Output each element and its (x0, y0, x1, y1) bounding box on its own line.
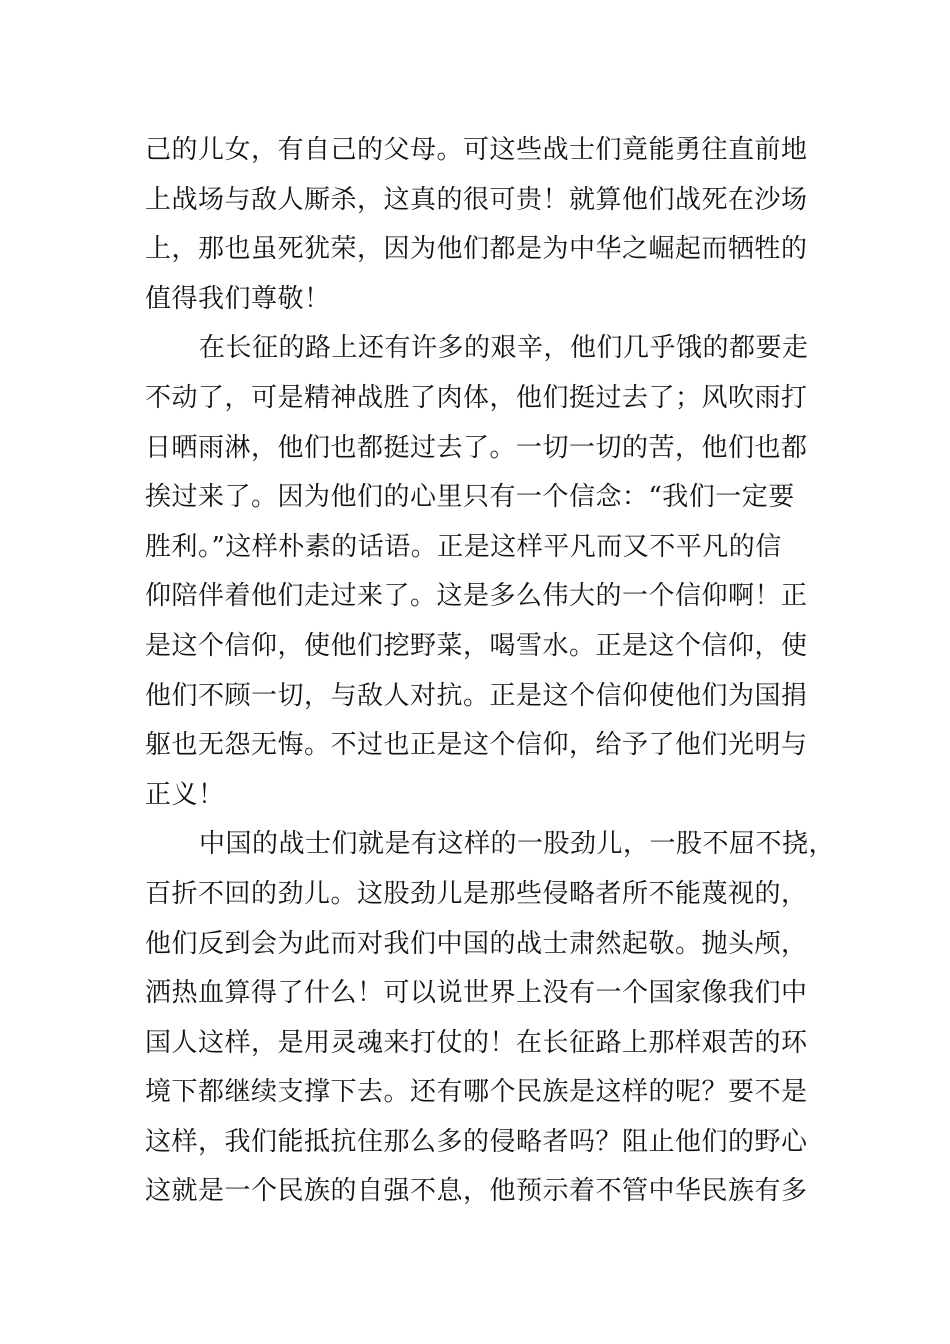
text-line: 他们不顾一切，与敌人对抗。正是这个信仰使他们为国捐 (145, 680, 808, 711)
text-line: 上战场与敌人厮杀，这真的很可贵！就算他们战死在沙场 (145, 184, 808, 215)
text-line: 仰陪伴着他们走过来了。这是多么伟大的一个信仰啊！正 (145, 581, 808, 612)
text-line: 洒热血算得了什么！可以说世界上没有一个国家像我们中 (145, 978, 808, 1009)
text-line: 国人这样，是用灵魂来打仗的！在长征路上那样艰苦的环 (145, 1027, 808, 1058)
text-line: 己的儿女，有自己的父母。可这些战士们竟能勇往直前地 (145, 135, 808, 165)
text-line: 百折不回的劲儿。这股劲儿是那些侵略者所不能蔑视的， (145, 878, 808, 909)
text-line: 躯也无怨无悔。不过也正是这个信仰，给予了他们光明与 (145, 730, 808, 761)
text-line: 境下都继续支撑下去。还有哪个民族是这样的呢？要不是 (145, 1077, 808, 1108)
text-line: 这就是一个民族的自强不息，他预示着不管中华民族有多 (145, 1176, 808, 1207)
text-line: 这样，我们能抵抗住那么多的侵略者吗？阻止他们的野心 (145, 1126, 808, 1157)
text-line: 不动了，可是精神战胜了肉体，他们挺过去了；风吹雨打 (145, 382, 808, 413)
text-line: 挨过来了。因为他们的心里只有一个信念：“我们一定要 (145, 482, 795, 513)
body-text (145, 126, 836, 1217)
paragraph-start-line: 在长征的路上还有许多的艰辛，他们几乎饿的都要走 (199, 333, 809, 364)
text-line: 胜利。”这样朴素的话语。正是这样平凡而又不平凡的信 (145, 531, 782, 562)
text-line: 上，那也虽死犹荣，因为他们都是为中华之崛起而牺牲的 (145, 234, 808, 265)
paragraph-start-line: 中国的战士们就是有这样的一股劲儿，一股不屈不挠， (199, 829, 836, 860)
text-line: 正义！ (145, 779, 225, 810)
text-line: 他们反到会为此而对我们中国的战士肃然起敬。抛头颅， (145, 928, 808, 959)
text-line: 日晒雨淋，他们也都挺过去了。一切一切的苦，他们也都 (145, 432, 808, 463)
text-line: 是这个信仰，使他们挖野菜，喝雪水。正是这个信仰，使 (145, 630, 808, 661)
text-line: 值得我们尊敬！ (145, 283, 331, 314)
